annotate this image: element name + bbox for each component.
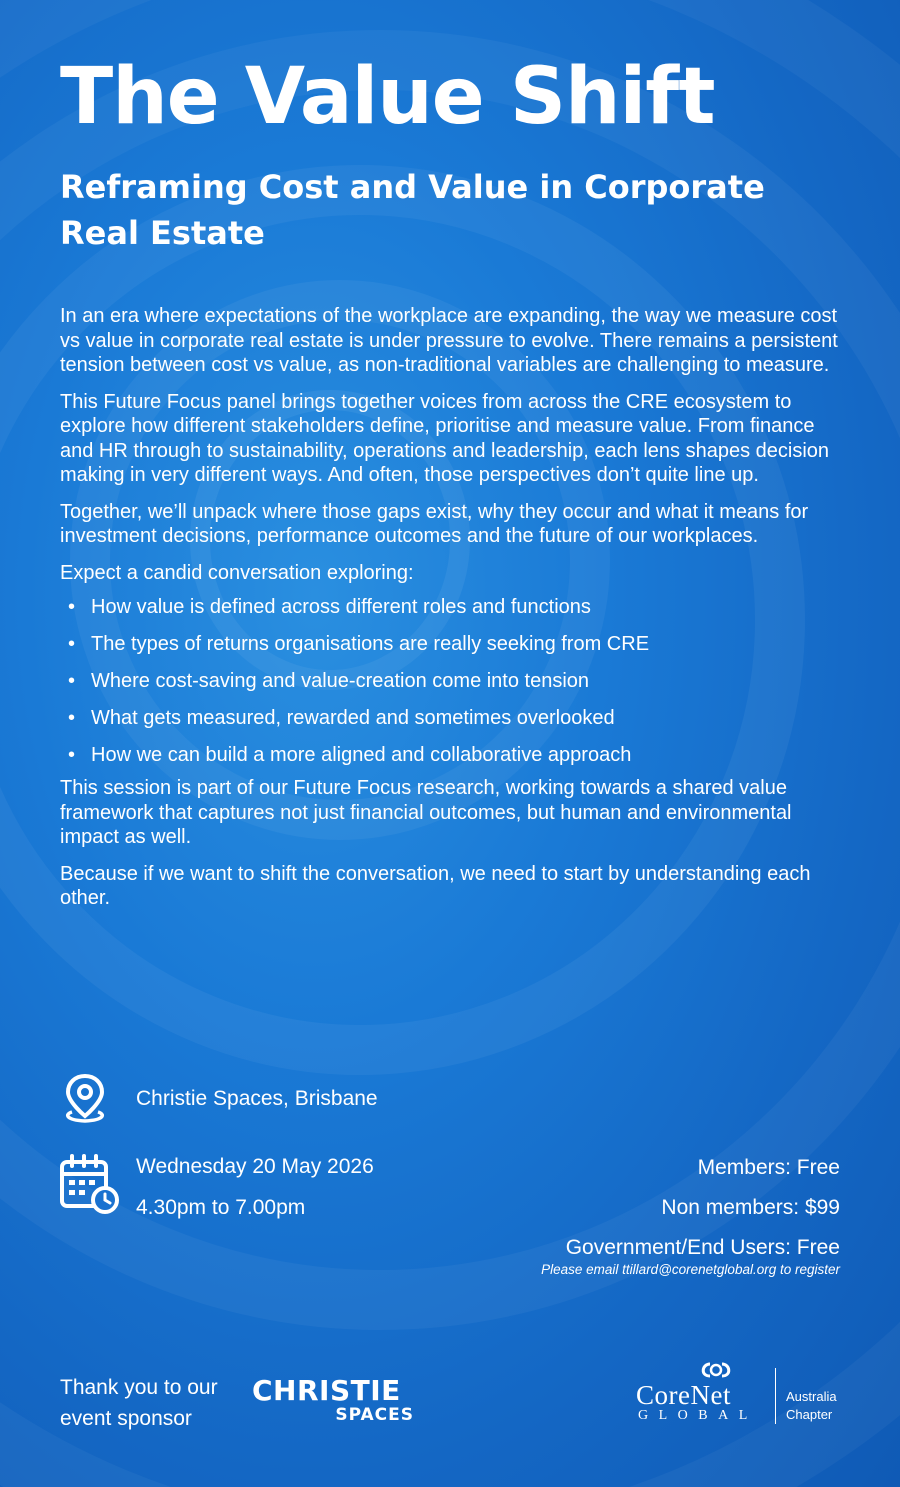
chapter-label xyxy=(786,1388,837,1424)
topics-list xyxy=(60,595,845,768)
sponsor-logo-line1: CHRISTIE xyxy=(252,1374,401,1407)
event-location: Christie Spaces, Brisbane xyxy=(136,1087,378,1110)
sponsor-logo-line2: SPACES xyxy=(335,1405,414,1425)
pricing-block xyxy=(541,1148,840,1278)
intro-paragraph: Together, we’ll unpack where those gaps exist, why they occur and what it means for investment decisions, performance outcomes and the future of our workplaces. xyxy=(60,500,809,547)
outro-paragraph: This session is part of our Future Focus research, working towards a shared value framework that captures not just financial outcomes, but human and environmental impact as well. xyxy=(60,777,792,848)
corenet-wordmark: CoreNet xyxy=(636,1380,731,1410)
list-item: • How value is defined across different roles and functions xyxy=(60,595,845,620)
list-item: • The types of returns organisations are really seeking from CRE xyxy=(60,632,845,657)
price-non-members: Non members: $99 xyxy=(661,1196,840,1219)
chapter-line2: Chapter xyxy=(786,1407,833,1422)
location-row xyxy=(60,1078,378,1119)
corenet-global-text: GLOBAL xyxy=(638,1408,758,1423)
price-government: Government/End Users: Free xyxy=(565,1236,840,1259)
christie-spaces-logo xyxy=(252,1376,422,1424)
event-datetime xyxy=(136,1146,374,1228)
event-time: 4.30pm to 7.00pm xyxy=(136,1196,306,1219)
outro-paragraph: Because if we want to shift the conversation, we need to start by understanding each other. xyxy=(60,862,811,909)
datetime-row xyxy=(60,1146,374,1228)
corenet-emblem-icon xyxy=(696,1362,736,1378)
page-subtitle: Reframing Cost and Value in Corporate Real Estate xyxy=(60,168,765,252)
list-item: • How we can build a more aligned and collaborative approach xyxy=(60,743,845,768)
page-title: The Value Shift xyxy=(60,52,715,142)
list-item: • What gets measured, rewarded and sometimes overlooked xyxy=(60,706,845,731)
intro-paragraph: This Future Focus panel brings together voices from across the CRE ecosystem to explore how different stakeholders define, prioritise and measure value. From finance and HR through to sustainability, operations and leadership, each lens shapes decision making in very different ways. And often, those perspectives don’t quite line up. xyxy=(60,390,830,486)
corenet-global-logo xyxy=(636,1362,856,1432)
event-date: Wednesday 20 May 2026 xyxy=(136,1155,374,1178)
registration-note: Please email ttillard@corenetglobal.org to register xyxy=(541,1262,840,1277)
event-description xyxy=(60,304,845,923)
price-members: Members: Free xyxy=(697,1156,840,1179)
intro-paragraph: Expect a candid conversation exploring: xyxy=(60,561,414,584)
intro-paragraph: In an era where expectations of the workplace are expanding, the way we measure cost vs value in corporate real estate is under pressure to evolve. There remains a persistent tension between cost vs value, as non-traditional variables are challenging to measure. xyxy=(60,305,838,376)
list-item: • Where cost-saving and value-creation come into tension xyxy=(60,669,845,694)
chapter-line1: Australia xyxy=(786,1389,837,1404)
location-pin-icon xyxy=(60,1072,110,1124)
logo-divider xyxy=(775,1368,776,1424)
sponsor-thanks: Thank you to our event sponsor xyxy=(60,1376,218,1430)
calendar-clock-icon xyxy=(60,1154,120,1216)
